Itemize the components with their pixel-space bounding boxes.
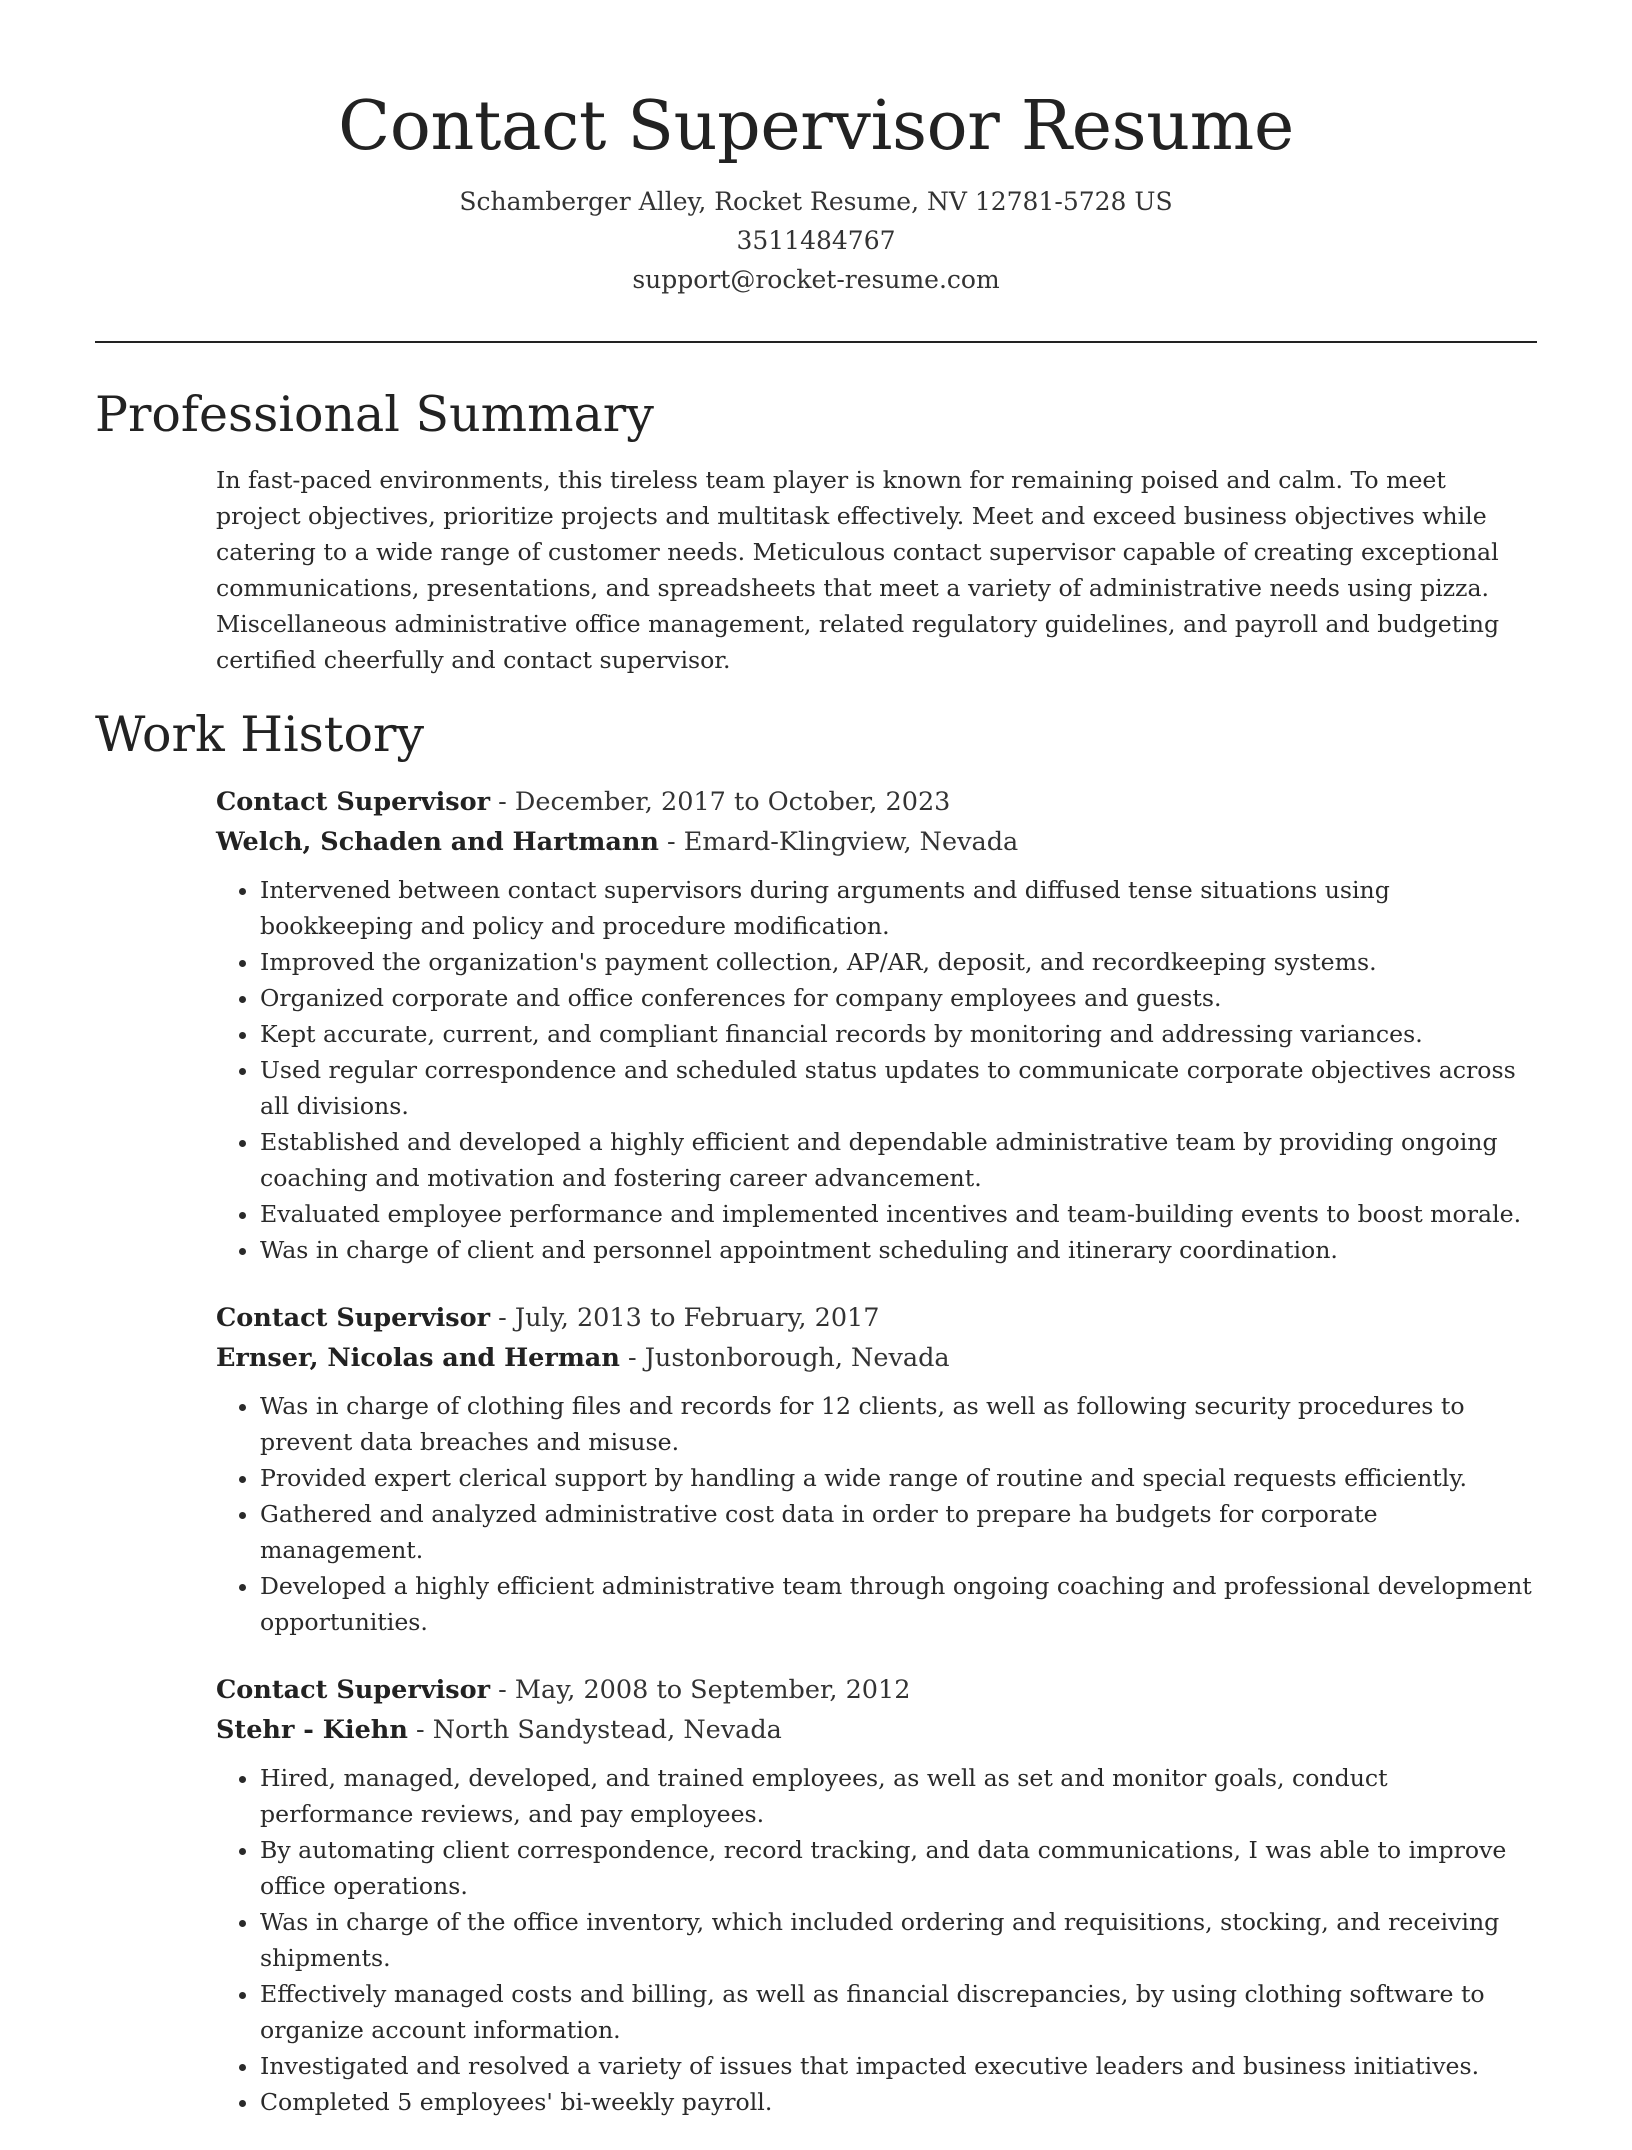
email-text: support@rocket-resume.com <box>632 265 1000 294</box>
job-location: North Sandystead, Nevada <box>432 1715 782 1745</box>
job-bullet: • Improved the organization's payment collection, AP/AR, deposit, and recordkeeping systems. <box>260 944 1537 980</box>
job-bullet: • Effectively managed costs and billing, as well as financial discrepancies, by using clothing software to organize account information. <box>260 1976 1537 2048</box>
summary-text: In fast-paced environments, this tireless team player is known for remaining poised and calm. To meet project objectives, prioritize projects and multitask effectively. Meet and exceed business objectives while catering to a wide range of customer needs. Meticulous contact supervisor capable of creating exceptional communications, presentations, and spreadsheets that meet a variety of administrative needs using pizza. Miscellaneous administrative office management, related regulatory guidelines, and payroll and budgeting certified cheerfully and contact supervisor. <box>216 466 1500 674</box>
job-bullet: • Provided expert clerical support by handling a wide range of routine and special requests efficiently. <box>260 1460 1537 1496</box>
job-bullets <box>216 1388 1537 1640</box>
job-location: Emard-Klingview, Nevada <box>683 827 1019 857</box>
job-company-line <box>216 822 1537 862</box>
job-bullet: • Was in charge of clothing files and records for 12 clients, as well as following security procedures to prevent data breaches and misuse. <box>260 1388 1537 1460</box>
job-bullet: • Was in charge of the office inventory, which included ordering and requisitions, stocking, and receiving shipments. <box>260 1904 1537 1976</box>
job-entry <box>216 1670 1537 2120</box>
job-bullet: • By automating client correspondence, record tracking, and data communications, I was able to improve office operations. <box>260 1832 1537 1904</box>
resume-header <box>0 0 1632 299</box>
job-bullet: • Gathered and analyzed administrative cost data in order to prepare ha budgets for corporate management. <box>260 1496 1537 1568</box>
job-separator: - <box>619 1343 645 1373</box>
contact-info <box>0 182 1632 299</box>
job-entry <box>216 782 1537 1268</box>
address-text: Schamberger Alley, Rocket Resume, NV 12781-5728 US <box>459 187 1173 216</box>
job-bullets <box>216 1760 1537 2120</box>
job-title-line <box>216 1298 1537 1338</box>
job-bullet: • Hired, managed, developed, and trained employees, as well as set and monitor goals, conduct performance reviews, and pay employees. <box>260 1760 1537 1832</box>
header-divider <box>95 341 1537 343</box>
job-bullet: • Investigated and resolved a variety of issues that impacted executive leaders and business initiatives. <box>260 2048 1537 2084</box>
job-bullets <box>216 872 1537 1268</box>
job-position: Contact Supervisor <box>216 1303 491 1333</box>
summary-heading: Professional Summary <box>95 386 654 443</box>
job-separator: - <box>490 1675 515 1705</box>
job-title-line <box>216 1670 1537 1710</box>
job-company-line <box>216 1338 1537 1378</box>
job-company: Ernser, Nicolas and Herman <box>216 1343 620 1373</box>
job-company: Welch, Schaden and Hartmann <box>216 827 659 857</box>
job-dates: May, 2008 to September, 2012 <box>514 1675 911 1705</box>
job-bullet: • Developed a highly efficient administrative team through ongoing coaching and professional development opportunities. <box>260 1568 1537 1640</box>
job-dates: December, 2017 to October, 2023 <box>514 787 951 817</box>
job-position: Contact Supervisor <box>216 787 491 817</box>
job-dates: July, 2013 to February, 2017 <box>514 1303 880 1333</box>
job-location: Justonborough, Nevada <box>644 1343 950 1373</box>
job-bullet: • Evaluated employee performance and implemented incentives and team-building events to boost morale. <box>260 1196 1537 1232</box>
job-company-line <box>216 1710 1537 1750</box>
job-separator: - <box>658 827 684 857</box>
job-bullet: • Used regular correspondence and scheduled status updates to communicate corporate objectives across all divisions. <box>260 1052 1537 1124</box>
job-bullet: • Established and developed a highly efficient and dependable administrative team by providing ongoing coaching and motivation and fostering career advancement. <box>260 1124 1537 1196</box>
job-separator: - <box>407 1715 433 1745</box>
job-entry <box>216 1298 1537 1640</box>
phone-text: 3511484767 <box>736 226 896 255</box>
job-bullet: • Intervened between contact supervisors during arguments and diffused tense situations using bookkeeping and policy and procedure modification. <box>260 872 1537 944</box>
job-separator: - <box>490 1303 515 1333</box>
job-separator: - <box>490 787 515 817</box>
job-position: Contact Supervisor <box>216 1675 491 1705</box>
job-company: Stehr - Kiehn <box>216 1715 408 1745</box>
job-bullet: • Was in charge of client and personnel appointment scheduling and itinerary coordination. <box>260 1232 1537 1268</box>
job-bullet: • Kept accurate, current, and compliant financial records by monitoring and addressing variances. <box>260 1016 1537 1052</box>
work-history-list <box>216 782 1537 2150</box>
job-bullet: • Organized corporate and office conferences for company employees and guests. <box>260 980 1537 1016</box>
page-title: Contact Supervisor Resume <box>338 87 1294 166</box>
work-history-heading: Work History <box>95 706 425 763</box>
job-title-line <box>216 782 1537 822</box>
job-bullet: • Completed 5 employees' bi-weekly payroll. <box>260 2084 1537 2120</box>
